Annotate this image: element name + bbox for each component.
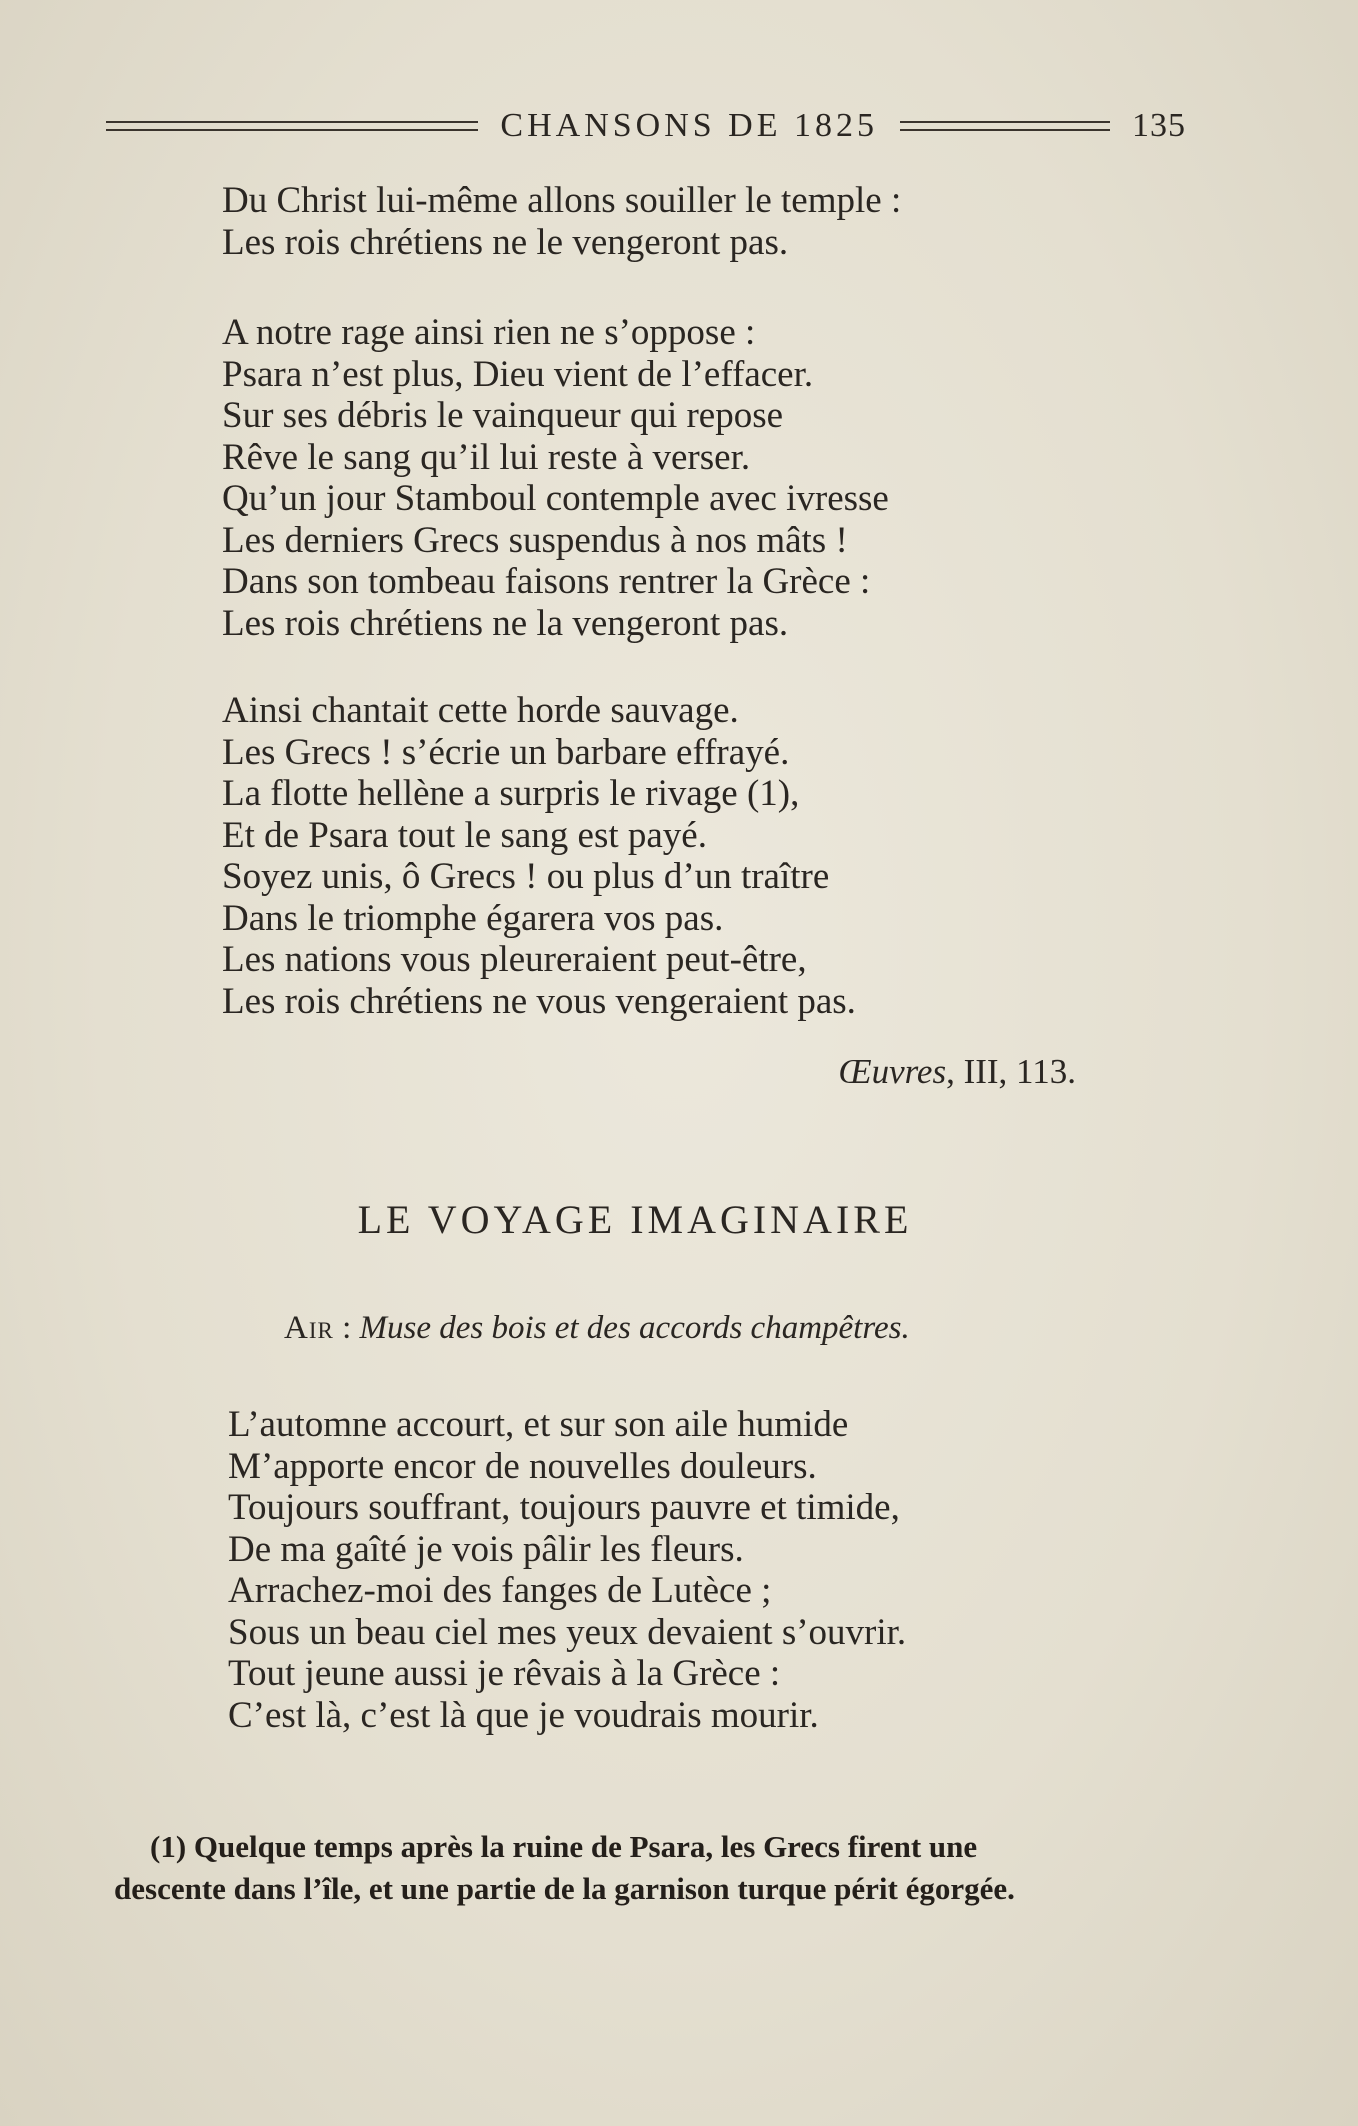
verse-line: Qu’un jour Stamboul contemple avec ivresse xyxy=(222,478,889,519)
running-head-title: CHANSONS DE 1825 xyxy=(500,107,878,144)
air-label: Air xyxy=(284,1310,334,1346)
header-rule-left xyxy=(106,121,478,131)
verse-line: Les derniers Grecs suspendus à nos mâts ! xyxy=(222,519,848,561)
air-indication xyxy=(284,1310,910,1347)
page-number: 135 xyxy=(1132,107,1186,144)
stanza xyxy=(222,180,901,263)
verse-line: Les nations vous pleureraient peut-être, xyxy=(222,939,807,980)
air-tune: Muse des bois et des accords champêtres. xyxy=(359,1310,910,1346)
source-work: Œuvres xyxy=(838,1052,947,1091)
stanza xyxy=(222,312,889,644)
verse-line: Sur ses débris le vainqueur qui repose xyxy=(222,395,784,436)
stanza xyxy=(228,1404,906,1736)
footnote-line: descente dans l’île, et une partie de la garnison turque périt égorgée. xyxy=(114,1871,1015,1906)
verse-line: M’apporte encor de nouvelles douleurs. xyxy=(228,1445,817,1487)
verse-line: Les Grecs ! s’écrie un barbare effrayé. xyxy=(222,731,790,773)
verse-line: Dans son tombeau faisons rentrer la Grèce : xyxy=(222,561,871,602)
verse-line: A notre rage ainsi rien ne s’oppose : xyxy=(222,312,756,353)
stanza xyxy=(222,690,856,1022)
footnote-line: (1) Quelque temps après la ruine de Psara, les Grecs firent une xyxy=(150,1829,978,1864)
verse-line: L’automne accourt, et sur son aile humide xyxy=(228,1404,849,1445)
verse-line: Sous un beau ciel mes yeux devaient s’ouvrir. xyxy=(228,1611,907,1653)
running-head xyxy=(106,104,1186,148)
verse-line: Rêve le sang qu’il lui reste à verser. xyxy=(222,436,751,478)
song-title: LE VOYAGE IMAGINAIRE xyxy=(357,1197,913,1242)
verse-line: Arrachez-moi des fanges de Lutèce ; xyxy=(228,1570,772,1611)
source-citation xyxy=(839,1052,1076,1092)
verse-line: Toujours souffrant, toujours pauvre et timide, xyxy=(228,1487,900,1528)
header-rule-right xyxy=(900,121,1110,131)
verse-line: Et de Psara tout le sang est payé. xyxy=(222,814,707,856)
verse-line: Les rois chrétiens ne vous vengeraient pas. xyxy=(222,980,856,1022)
verse-line: Les rois chrétiens ne la vengeront pas. xyxy=(222,602,789,644)
footnote xyxy=(114,1826,1194,1910)
verse-line: Soyez unis, ô Grecs ! ou plus d’un traître xyxy=(222,856,830,897)
source-reference: , III, 113. xyxy=(946,1052,1076,1091)
verse-line: Psara n’est plus, Dieu vient de l’effacer. xyxy=(222,353,814,395)
verse-line: C’est là, c’est là que je voudrais mourir. xyxy=(228,1694,819,1736)
verse-line: Tout jeune aussi je rêvais à la Grèce : xyxy=(228,1653,781,1694)
verse-line: Du Christ lui-même allons souiller le temple : xyxy=(222,180,902,221)
verse-line: De ma gaîté je vois pâlir les fleurs. xyxy=(228,1528,744,1570)
verse-line: Les rois chrétiens ne le vengeront pas. xyxy=(222,221,789,263)
air-separator: : xyxy=(333,1310,360,1346)
verse-line: La flotte hellène a surpris le rivage (1), xyxy=(222,773,800,814)
verse-line: Ainsi chantait cette horde sauvage. xyxy=(222,690,739,731)
verse-line: Dans le triomphe égarera vos pas. xyxy=(222,897,724,939)
